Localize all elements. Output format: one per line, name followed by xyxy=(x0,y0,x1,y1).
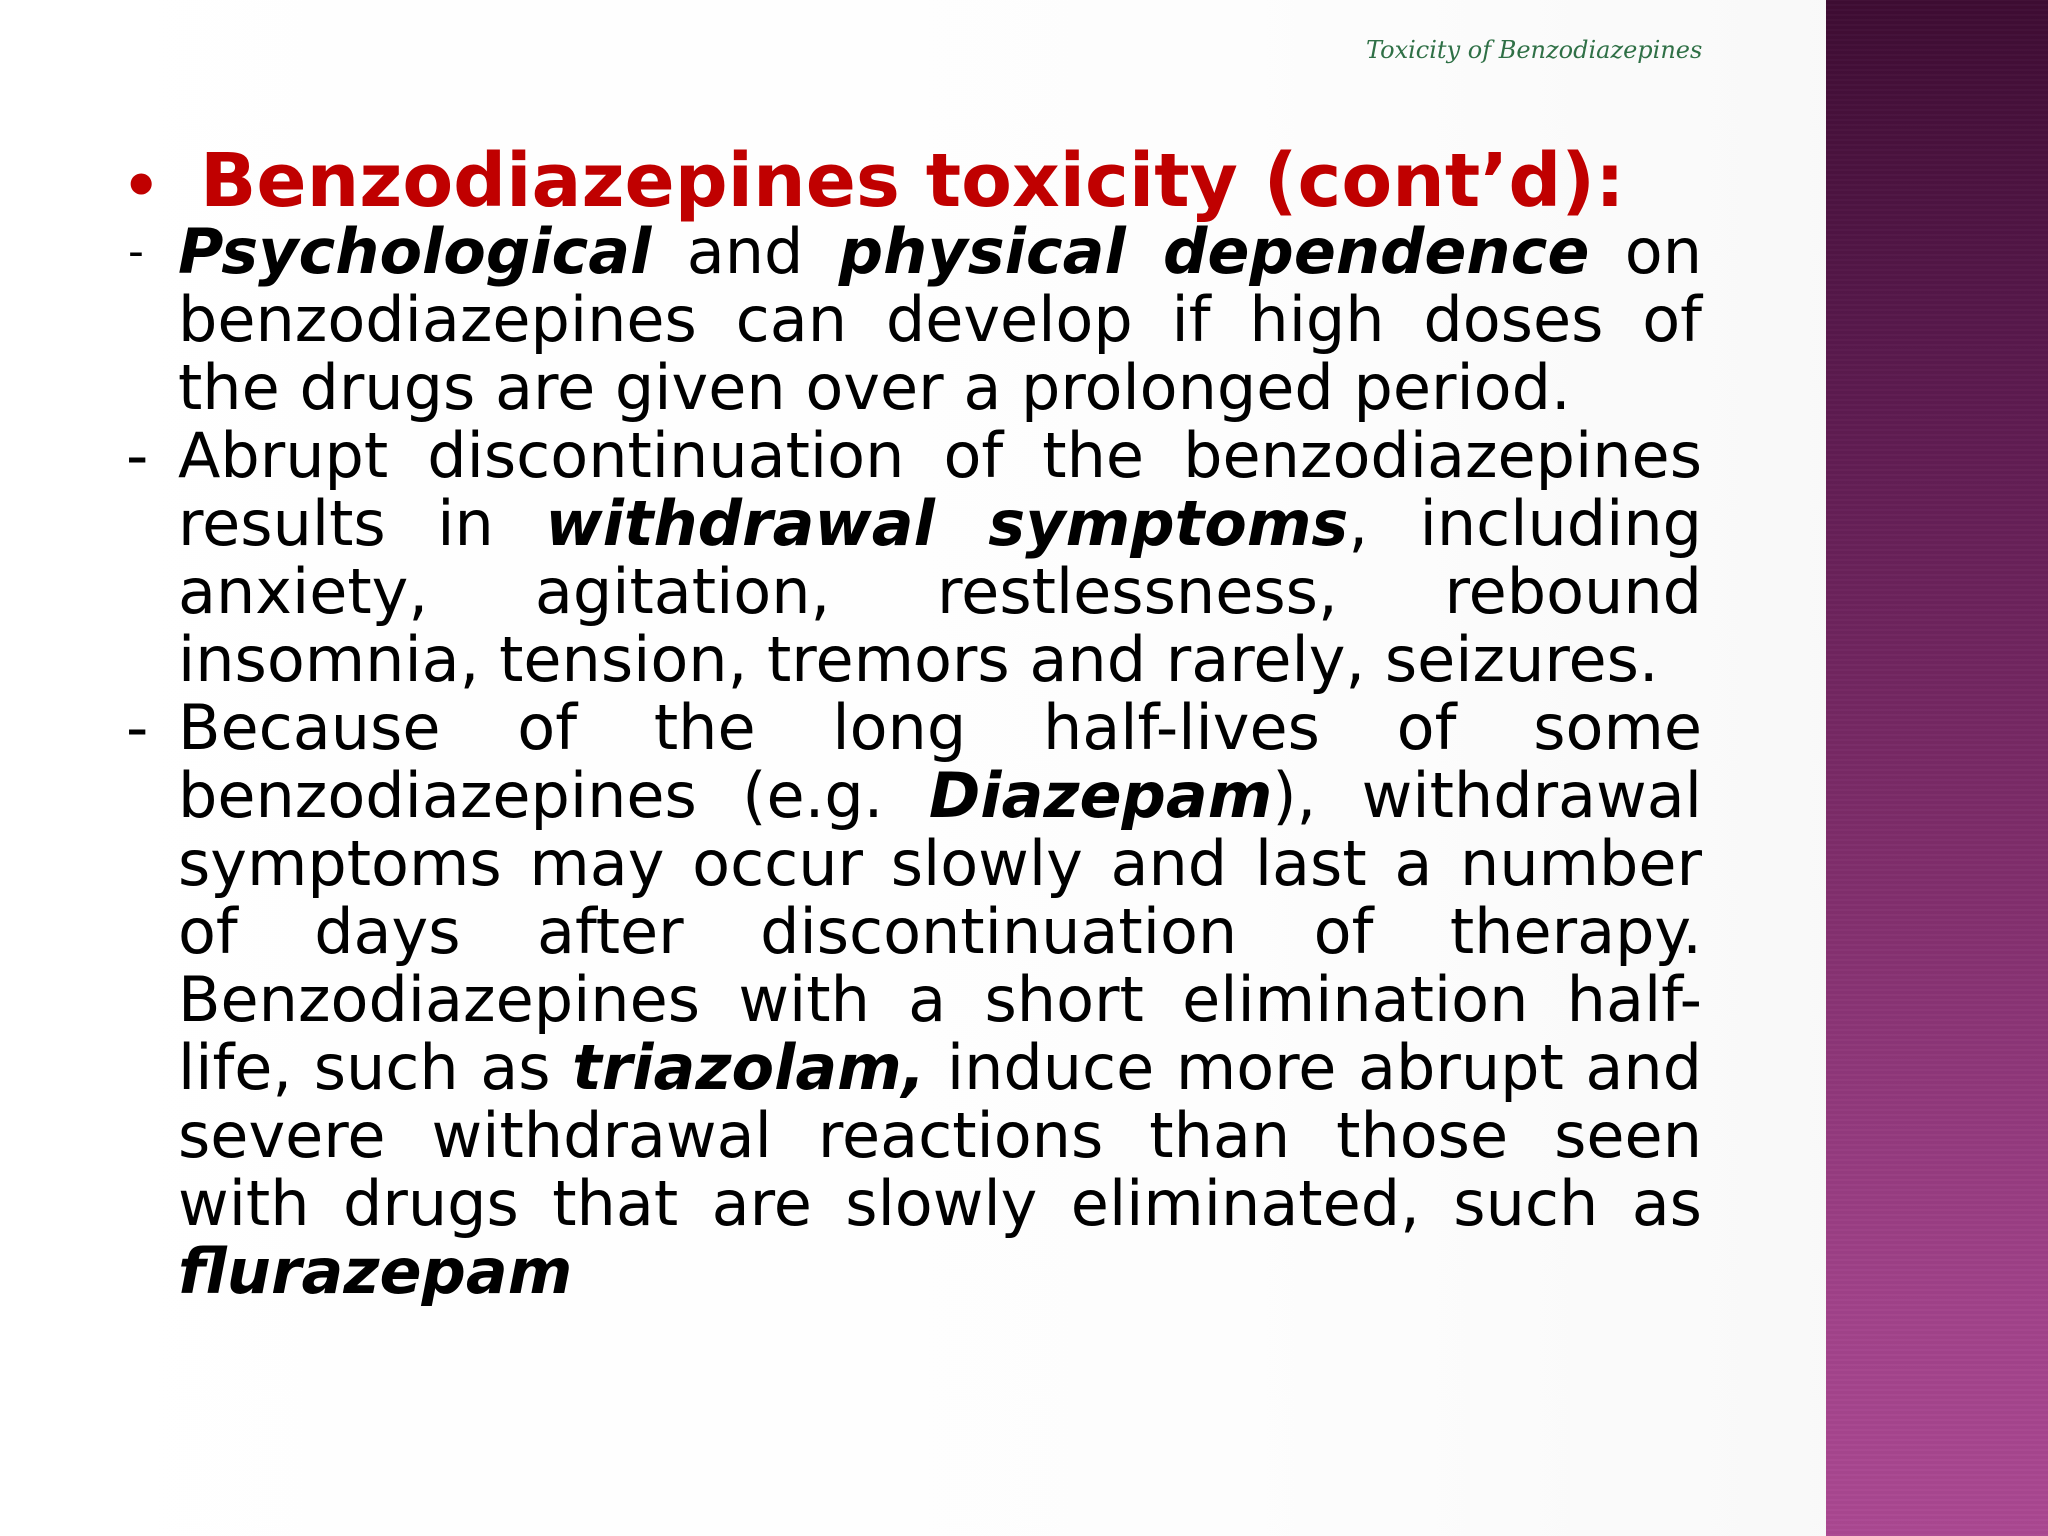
body-text: induce more abrupt and severe withdrawal reactions than those seen with drugs that are slowly eliminated, such as xyxy=(178,1031,1703,1240)
emphasis-text: Diazepam xyxy=(928,759,1273,832)
slide-header-label: Toxicity of Benzodiazepines xyxy=(1366,36,1703,64)
body-text: and xyxy=(651,215,839,288)
dash-marker: - xyxy=(126,691,149,764)
emphasis-text: triazolam, xyxy=(572,1031,926,1104)
body-text: Abrupt discontinuation of the benzodiazepines results in xyxy=(178,419,1702,560)
slide-title-text: Benzodiazepines toxicity (cont’d): xyxy=(200,138,1625,224)
dash-marker: - xyxy=(128,226,144,277)
list-item-half-lives xyxy=(122,691,1703,1308)
body-text: ), withdrawal symptoms may occur slowly and last a number of days after discontinuation of therapy. Benzodiazepines with a short elimination half-life, such as xyxy=(178,759,1702,1104)
body-text: on benzodiazepines can develop if high doses of the drugs are given over a prolonged period. xyxy=(178,215,1702,424)
bullet-icon: • xyxy=(122,151,161,221)
emphasis-text: physical dependence xyxy=(838,215,1590,288)
body-text: Because of the long half-lives of some benzodiazepines (e.g. xyxy=(178,691,1702,832)
emphasis-text: flurazepam xyxy=(178,1235,573,1308)
emphasis-text: withdrawal symptoms xyxy=(545,487,1349,560)
list-item-withdrawal xyxy=(122,419,1702,696)
decorative-sidebar xyxy=(1826,0,2048,1536)
body-text: , including anxiety, agitation, restlessness, rebound insomnia, tension, tremors and rarely, seizures. xyxy=(178,487,1702,696)
dash-marker: - xyxy=(126,419,149,492)
slide-body xyxy=(122,215,1703,1308)
list-item-dependence xyxy=(122,215,1702,424)
slide-title xyxy=(122,140,1625,227)
emphasis-text: Psychological xyxy=(178,215,652,288)
